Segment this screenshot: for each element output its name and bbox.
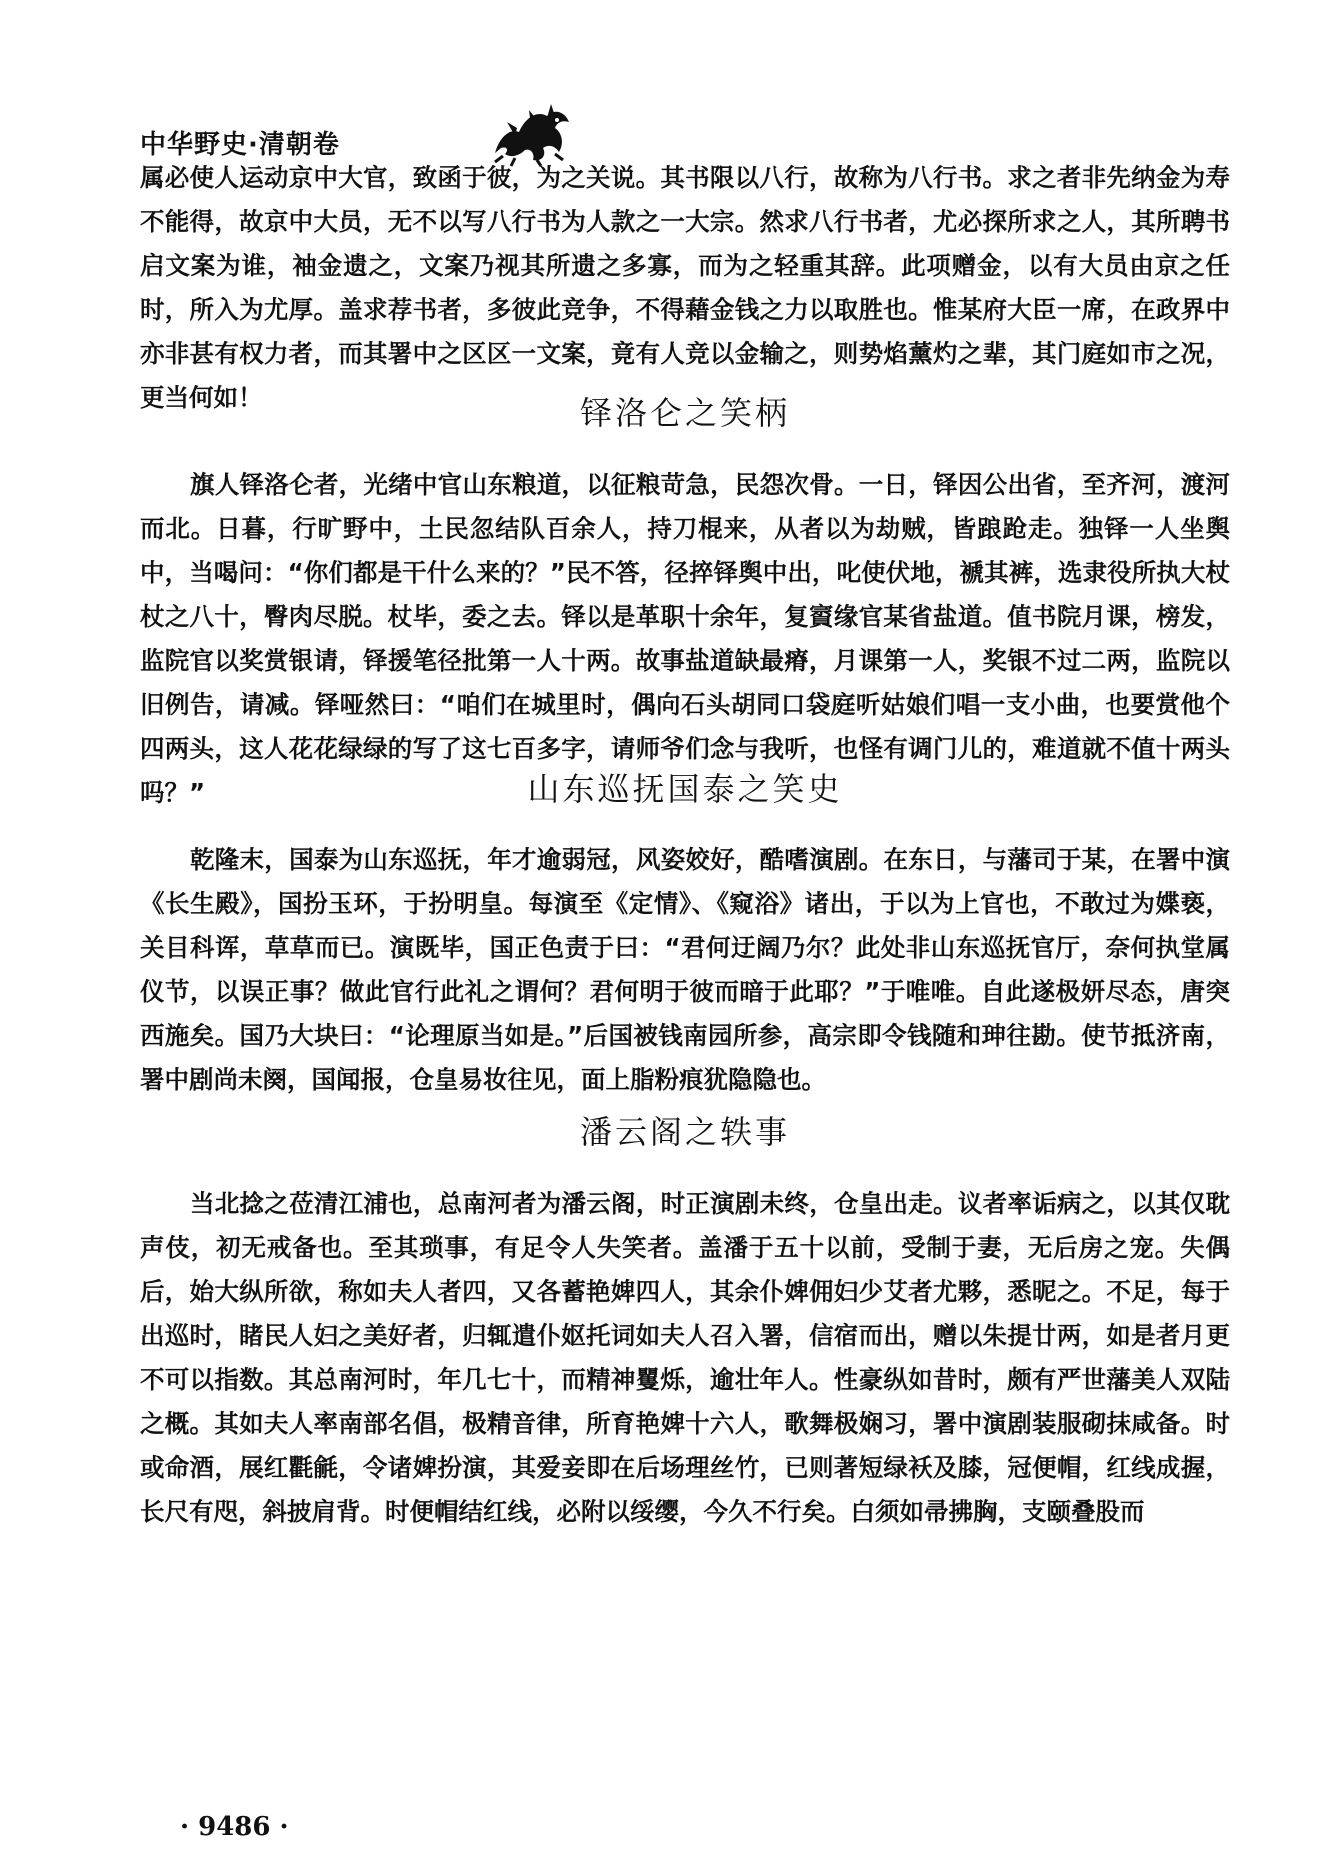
section-body-pan-yunge [140, 1182, 1230, 1534]
section-title-pan-yunge: 潘云阁之轶事 [579, 1113, 790, 1151]
paragraph-continuation [140, 156, 1230, 420]
section-body-duo-luolun [140, 463, 1230, 815]
section-title-duo-luolun: 铎洛仑之笑柄 [579, 394, 790, 432]
section-body-guo-tai [140, 838, 1230, 1102]
page-number: · 9486 · [180, 1812, 289, 1842]
paragraph-text: 属必使人运动京中大官，致函于彼，为之关说。其书限以八行，故称为八行书。求之者非先纳金为寿不能得，故京中大员，无不以写八行书为人款之一大宗。然求八行书者，尤必探所求之人，其所聘书启文案为谁，袖金遗之，文案乃视其所遗之多寡，而为之轻重其辞。此项赠金，以有大员由京之任时，所入为尤厚。盖求荐书者，多彼此竞争，不得藉金钱之力以取胜也。惟某府大臣一席，在政界中亦非甚有权力者，而其署中之区区一文案，竟有人竞以金输之，则势焰薰灼之辈，其门庭如市之况，更当何如！ [140, 163, 1230, 412]
section-title-guo-tai: 山东巡抚国泰之笑史 [527, 770, 843, 808]
paragraph-text: 当北捻之莅清江浦也，总南河者为潘云阁，时正演剧未终，仓皇出走。议者率诟病之，以其仅耽声伎，初无戒备也。至其琐事，有足令人失笑者。盖潘于五十以前，受制于妻，无后房之宠。失偶后，始大纵所欲，称如夫人者四，又各蓄艳婢四人，其余仆婢佣妇少艾者尤夥，悉昵之。不足，每于出巡时，睹民人妇之美好者，归辄遣仆妪托词如夫人召入署，信宿而出，赠以朱提廿两，如是者月更不可以指数。其总南河时，年几七十，而精神矍烁，逾壮年人。性豪纵如昔时，颇有严世藩美人双陆之概。其如夫人率南部名倡，极精音律，所育艳婢十六人，歌舞极娴习，署中演剧装服砌抹咸备。时或命酒，展红氍毹，令诸婢扮演，其爱妾即在后场理丝竹，已则著短绿袄及膝，冠便帽，红线成握，长尺有咫，斜披肩背。时便帽结红线，必附以绥缨，今久不行矣。白须如帚拂胸，支颐叠股而 [140, 1189, 1230, 1526]
paragraph-text: 乾隆末，国泰为山东巡抚，年才逾弱冠，风姿姣好，酷嗜演剧。在东日，与藩司于某，在署中演《长生殿》，国扮玉环，于扮明皇。每演至《定情》、《窥浴》诸出，于以为上官也，不敢过为媟亵，关目科诨，草草而已。演既毕，国正色责于曰：“君何迂阔乃尔？此处非山东巡抚官厅，奈何执堂属仪节，以误正事？做此官行此礼之谓何？君何明于彼而暗于此耶？”于唯唯。自此遂极妍尽态，唐突西施矣。国乃大块曰：“论理原当如是。”后国被钱南园所参，高宗即令钱随和珅往勘。使节抵济南，署中剧尚未阕，国闻报，仓皇易妆往见，面上脂粉痕犹隐隐也。 [140, 845, 1230, 1094]
book-title: 中华野史·清朝卷 [140, 130, 340, 160]
paragraph-text: 旗人铎洛仑者，光绪中官山东粮道，以征粮苛急，民怨次骨。一日，铎因公出省，至齐河，渡河而北。日暮，行旷野中，土民忽结队百余人，持刀棍来，从者以为劫贼，皆踉跄走。独铎一人坐舆中，当喝问：“你们都是干什么来的？”民不答，径捽铎舆中出，叱使伏地，褫其裤，选隶役所执大杖杖之八十，臀肉尽脱。杖毕，委之去。铎以是革职十余年，复賨缘官某省盐道。值书院月课，榜发，监院官以奖赏银请，铎援笔径批第一人十两。故事盐道缺最瘠，月课第一人，奖银不过二两，监院以旧例告，请减。铎哑然曰：“咱们在城里时，偶向石头胡同口袋庭听姑娘们唱一支小曲，也要赏他个四两头，这人花花绿绿的写了这七百多字，请师爷们念与我听，也怪有调门儿的，难道就不值十两头吗？” [140, 470, 1230, 807]
